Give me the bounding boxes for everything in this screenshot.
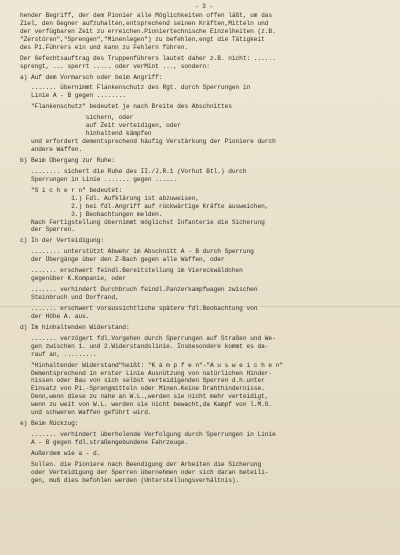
text-line: sprengt, ... sperrt ..... oder verMint ..., sondern:: [20, 62, 210, 70]
text-line: rauf an, .........: [20, 350, 97, 358]
text-line: ....... erschwert feindl.Bereitstellung im Viereckwäldchen: [20, 267, 243, 275]
text-line: ....... erschwert voraussichtliche spätere fdl.Beobachtung von: [20, 304, 258, 312]
document-body: [20, 12, 388, 485]
text-line: ....... verhindert überholende Verfolgung durch Sperrungen in Linie: [20, 431, 276, 439]
text-line: Der Gefechtsauftrag des Truppenführers lautet daher z.B. nicht: ......: [20, 54, 276, 62]
text-line: der verfügbaren Zeit zu erreichen.Pioniertechnische Einzelheiten (z.B.: [20, 27, 276, 35]
text-line: Einsatz von Pi.-Sprengmitteln oder Minen.Keine Drahthindernisse.: [20, 385, 265, 393]
text-line: gen zwischen 1. und 2.Widerstandslinie. Insbesondere kommt es da-: [20, 342, 269, 350]
text-line: "Zerstören","Sprengen","Minenlegen") zu befehlen,engt die Tätigkeit: [20, 35, 265, 43]
text-line: hinhaltend kämpfen: [20, 130, 152, 138]
text-line: ........ sichert die Ruhe des II./J.R.1 (Vorhut Btl.) durch: [20, 167, 247, 175]
text-line: der Höhe A. aus.: [20, 312, 90, 320]
text-line: "Hinhaltender Widerstand"heißt: "K ä m p f e n"-"A u s w e i c h e n": [20, 361, 284, 369]
text-line: 1.) Fdl. Aufklärung ist abzuweisen,: [20, 194, 200, 202]
text-line: auf Zeit verteidigen, oder: [20, 122, 181, 130]
text-line: c) In der Verteidigung:: [20, 237, 105, 245]
text-line: "S i c h e r n" bedeutet:: [20, 186, 123, 194]
text-line: und erfordert dementsprechend häufig Verstärkung der Pioniere durch: [20, 138, 276, 146]
text-line: nissen oder Bau von sich selbst verteidigenden Sperren d.h.unter: [20, 377, 265, 385]
text-line: gen, muß dies befohlen werden (Unterstellungsverhältnis).: [20, 476, 240, 484]
text-line: Denn,wenn diese zu nahe an W.L.,werden sie nicht mehr verteidigt,: [20, 393, 269, 401]
text-line: ....... verzögert fdl.Vorgehen durch Sperrungen auf Straßen und We-: [20, 334, 276, 342]
text-line: oder Verteidigung der Sperren übernehmen oder sich daran beteili-: [20, 468, 269, 476]
text-line: b) Beim Übergang zur Ruhe:: [20, 156, 115, 164]
text-line: ....... übernimmt Flankenschutz des Rgt. durch Sperrungen in: [20, 84, 251, 92]
text-line: der Übergänge über den Z-Bach gegen alle Waffen, oder: [20, 256, 225, 264]
text-line: sichern, oder: [20, 114, 134, 122]
text-line: 3.) Beobachtungen melden.: [20, 210, 163, 218]
text-line: e) Beim Rückzug:: [20, 420, 79, 428]
text-line: Steinbruch und Dorfrand,: [20, 294, 119, 302]
text-line: Sperrungen in Linie ....... gegen ......: [20, 175, 178, 183]
page-number: - 3 -: [194, 3, 214, 10]
text-line: wenn zu weit von W.L. werden sie nicht bewacht,da Kampf von l.M.G.: [20, 401, 273, 409]
text-line: ....... verhindert Durchbruch feindl.Panzerkampfwagen zwischen: [20, 286, 258, 294]
text-line: "Flankenschutz" bedeutet je nach Breite des Abschnittes: [20, 103, 232, 111]
text-line: 2.) bei fdl.Angriff auf rückwärtige Kräfte ausweichen,: [20, 202, 269, 210]
text-line: der Sperren.: [20, 226, 75, 234]
text-line: hender Begriff, der dem Pionier alle Möglichkeiten offen läßt, um das: [20, 11, 273, 19]
text-line: a) Auf dem Vormarsch oder beim Angriff:: [20, 73, 163, 81]
text-line: gegenüber K.Kompanie, oder: [20, 275, 126, 283]
text-line: Ziel, den Gegner aufzuhalten,entsprechend seinen Kräften,Mitteln und: [20, 19, 269, 27]
text-line: Dementsprechend in erster Linie Ausnützung von natürlichen Hinder-: [20, 369, 273, 377]
text-line: Außerdem wie a - d.: [20, 449, 101, 457]
text-line: A - B gegen fdl.straßengebundene Fahrzeuge.: [20, 439, 189, 447]
text-line: Linie A - B gegen ........: [20, 92, 126, 100]
text-line: des Pi.Führers ein und kann zu Fehlern führen.: [20, 43, 189, 51]
text-line: Nach Fertigstellung übernimmt möglichst Infanterie die Sicherung: [20, 218, 265, 226]
text-line: andere Waffen.: [20, 146, 83, 154]
text-line: ........ unterstützt Abwehr im Abschnitt A - B durch Sperrung: [20, 248, 254, 256]
paper-fold-line: [0, 306, 400, 307]
text-line: und schweren Waffen geführt wird.: [20, 409, 152, 417]
text-line: d) Im hinhaltenden Widerstand:: [20, 323, 130, 331]
text-line: Sollen. die Pioniere nach Beendigung der Arbeiten die Sicherung: [20, 460, 262, 468]
